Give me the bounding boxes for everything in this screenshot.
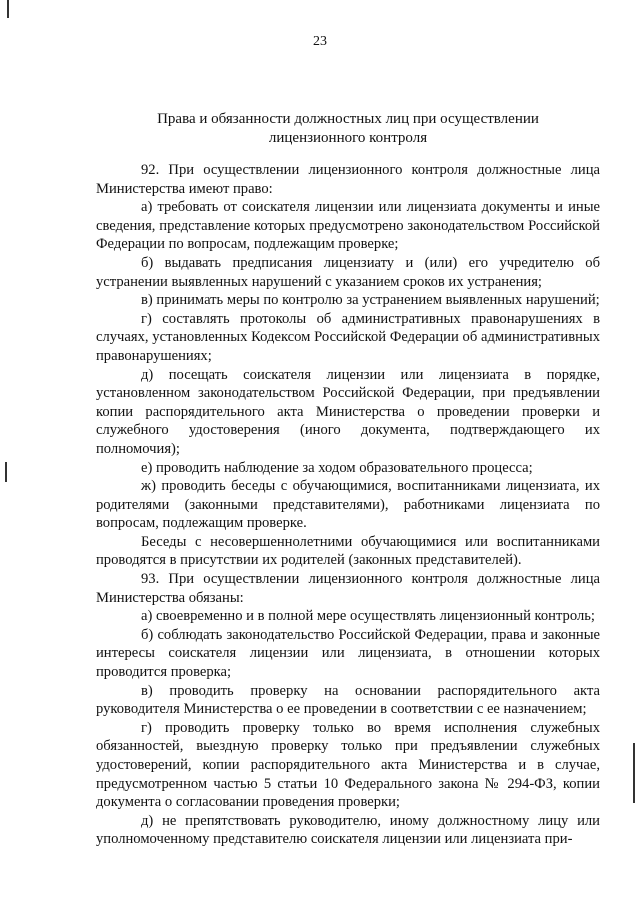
paragraph-93-g: г) проводить проверку только во время исполнения служебных обязанностей, выездную проверку только при предъявлении служебных удостоверений, копии распорядительного акта Министерства и в случае, предусмотренном частью 5 статьи 10 Федерального закона № 294-ФЗ, копии документа о согласовании проведения проверки; bbox=[96, 719, 600, 811]
section-title-line-1: Права и обязанности должностных лиц при осуществлении bbox=[157, 111, 539, 127]
scan-mark-right bbox=[633, 743, 635, 803]
scan-mark-top-left bbox=[7, 0, 9, 18]
paragraph-92-intro: 92. При осуществлении лицензионного контроля должностные лица Министерства имеют право: bbox=[96, 162, 600, 197]
paragraph-92-minors-note: Беседы с несовершеннолетними обучающимися или воспитанниками проводятся в присутствии их родителей (законных представителей). bbox=[96, 533, 600, 569]
paragraph-92-a: а) требовать от соискателя лицензии или лицензиата документы и иные сведения, представление которых предусмотрено законодательством Российской Федерации по вопросам, подлежащим проверке; bbox=[96, 199, 600, 253]
document-body bbox=[96, 161, 600, 849]
section-title bbox=[96, 110, 600, 148]
scan-mark-mid-left bbox=[5, 462, 7, 482]
paragraph-92-g: г) составлять протоколы об административных правонарушениях в случаях, установленных Кодексом Российской Федерации об административных правонарушениях; bbox=[96, 310, 600, 364]
paragraph-93-intro: 93. При осуществлении лицензионного контроля должностные лица Министерства обязаны: bbox=[96, 571, 600, 606]
paragraph-92-e: е) проводить наблюдение за ходом образовательного процесса; bbox=[141, 459, 533, 476]
paragraph-92-d: д) посещать соискателя лицензии или лицензиата в порядке, установленном законодательством Российской Федерации, при предъявлении копии распорядительного акта Министерства о проведении проверки и служебного удостоверения (иного документа, подтверждающего их полномочия); bbox=[96, 366, 600, 457]
paragraph-92-v: в) принимать меры по контролю за устранением выявленных нарушений; bbox=[141, 292, 600, 309]
paragraph-93-d: д) не препятствовать руководителю, иному должностному лицу или уполномоченному представителю соискателя лицензии или лицензиата при- bbox=[96, 812, 600, 848]
section-title-line-2: лицензионного контроля bbox=[268, 130, 428, 146]
page-number: 23 bbox=[313, 34, 327, 49]
paragraph-93-v: в) проводить проверку на основании распорядительного акта руководителя Министерства о ее проведении в соответствии с ее назначением; bbox=[96, 682, 600, 718]
paragraph-92-zh: ж) проводить беседы с обучающимися, воспитанниками лицензиата, их родителями (законными представителями), работниками лицензиата по вопросам, подлежащим проверке. bbox=[96, 478, 600, 532]
paragraph-93-a: а) своевременно и в полной мере осуществлять лицензионный контроль; bbox=[141, 608, 595, 625]
paragraph-92-b: б) выдавать предписания лицензиату и (или) его учредителю об устранении выявленных нарушений с указанием сроков их устранения; bbox=[96, 254, 600, 290]
paragraph-93-b: б) соблюдать законодательство Российской Федерации, права и законные интересы соискателя лицензии или лицензиата, в отношении которых проводится проверка; bbox=[96, 626, 600, 681]
